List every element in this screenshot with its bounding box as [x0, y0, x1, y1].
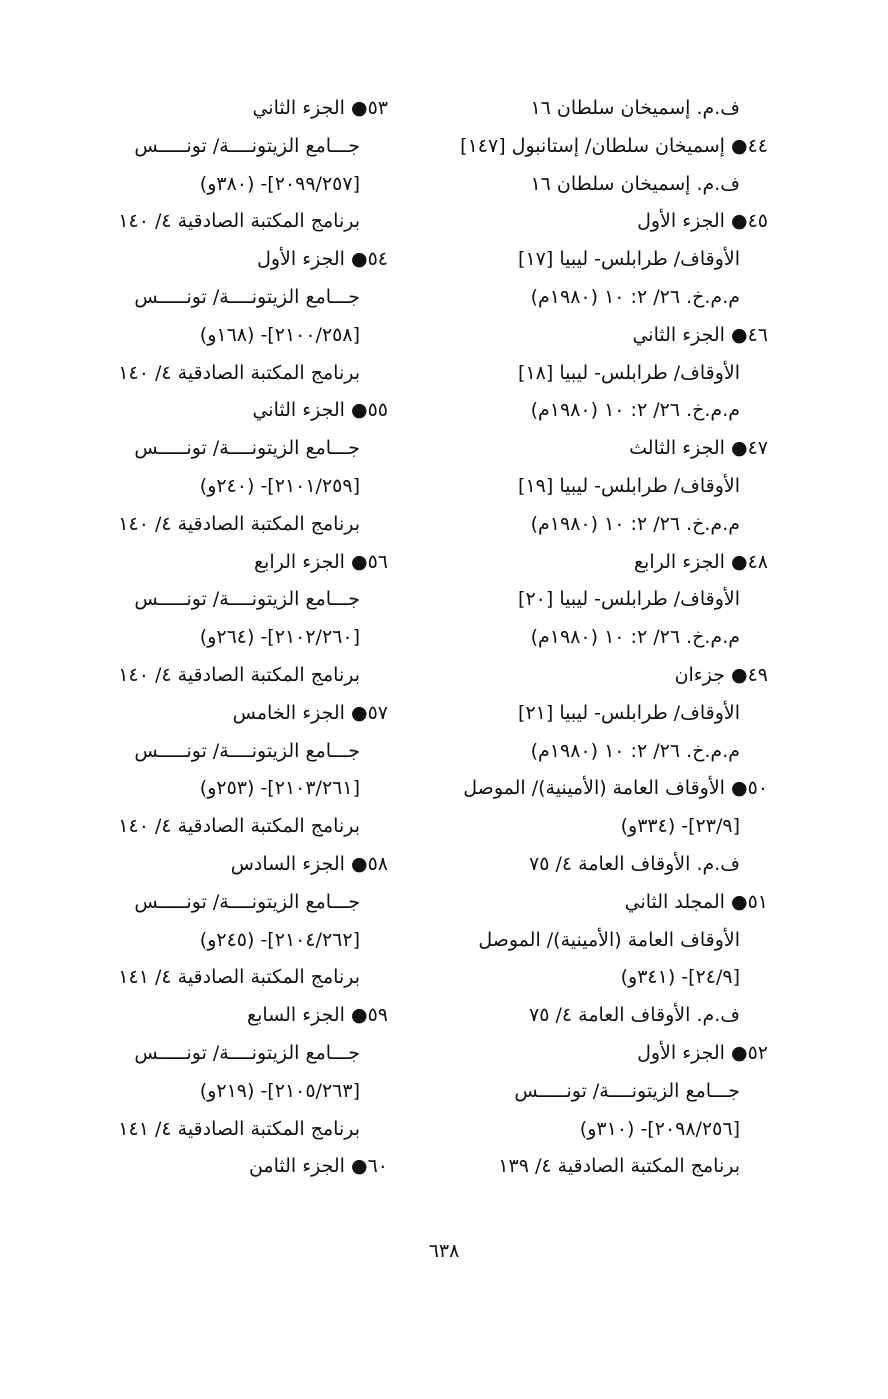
entry-line: م.م.خ. ٢٦/ ٢: ١٠ (١٩٨٠م) — [530, 626, 740, 649]
entry-line: [٢٤/٩]- (٣٤١و) — [620, 966, 740, 989]
entry-line: جـــامع الزيتونــــة/ تونـــــس — [134, 134, 360, 157]
right-column — [418, 90, 768, 1186]
entry-line: جـــامع الزيتونــــة/ تونـــــس — [134, 890, 360, 913]
entry-line: جـــامع الزيتونــــة/ تونـــــس — [514, 1079, 740, 1102]
entry-heading: ٥٩● الجزء السابع — [246, 1004, 388, 1027]
entry-heading: ٥٠● الأوقاف العامة (الأمينية)/ الموصل — [463, 777, 768, 800]
entry-line: برنامج المكتبة الصادقية ٤/ ١٤٠ — [118, 663, 360, 686]
entry-line: الأوقاف/ طرابلس- ليبيا [٢١] — [518, 701, 740, 724]
entry-line: الأوقاف/ طرابلس- ليبيا [١٨] — [518, 361, 740, 384]
entry-line: برنامج المكتبة الصادقية ٤/ ١٤٠ — [118, 512, 360, 535]
entry-line: [٢١٠٤/٢٦٢]- (٢٤٥و) — [199, 928, 360, 951]
entry-line: ف.م. إسميخان سلطان ١٦ — [530, 172, 740, 195]
entry-line: [٢١٠٠/٢٥٨]- (١٦٨و) — [199, 323, 360, 346]
entry-heading: ٥٨● الجزء السادس — [230, 852, 388, 875]
entry-line: الأوقاف/ طرابلس- ليبيا [١٧] — [518, 248, 740, 271]
entry-line: برنامج المكتبة الصادقية ٤/ ١٤٠ — [118, 815, 360, 838]
entry-line: م.م.خ. ٢٦/ ٢: ١٠ (١٩٨٠م) — [530, 512, 740, 535]
entry-line: الأوقاف العامة (الأمينية)/ الموصل — [478, 928, 740, 951]
entry-line: م.م.خ. ٢٦/ ٢: ١٠ (١٩٨٠م) — [530, 285, 740, 308]
entry-line: ف.م. الأوقاف العامة ٤/ ٧٥ — [529, 1004, 740, 1027]
entry-line: برنامج المكتبة الصادقية ٤/ ١٤١ — [118, 1117, 360, 1140]
entry-heading: ٥٦● الجزء الرابع — [253, 550, 388, 573]
entry-heading: ٥١● المجلد الثاني — [624, 890, 768, 913]
entry-line: م.م.خ. ٢٦/ ٢: ١٠ (١٩٨٠م) — [530, 399, 740, 422]
left-column — [38, 90, 388, 1186]
entry-line: برنامج المكتبة الصادقية ٤/ ١٣٩ — [498, 1155, 740, 1178]
entry-heading: ٤٩● جزءان — [674, 663, 768, 686]
page-number: ٦٣٨ — [428, 1240, 460, 1262]
entry-line: الأوقاف/ طرابلس- ليبيا [١٩] — [518, 474, 740, 497]
entry-heading: ٥٤● الجزء الأول — [257, 248, 388, 271]
entry-heading: ٦٠● الجزء الثامن — [248, 1155, 388, 1178]
entry-line: ف.م. إسميخان سلطان ١٦ — [530, 97, 740, 119]
entry-line: [٢٣/٩]- (٣٣٤و) — [620, 815, 740, 838]
entry-line: برنامج المكتبة الصادقية ٤/ ١٤٠ — [118, 210, 360, 233]
entry-heading: ٤٦● الجزء الثاني — [632, 323, 768, 346]
entry-line: برنامج المكتبة الصادقية ٤/ ١٤١ — [118, 966, 360, 989]
entry-line: برنامج المكتبة الصادقية ٤/ ١٤٠ — [118, 361, 360, 384]
entry-line: الأوقاف/ طرابلس- ليبيا [٢٠] — [518, 588, 740, 611]
entry-line: [٢١٠٣/٢٦١]- (٢٥٣و) — [199, 777, 360, 800]
entry-heading: ٤٧● الجزء الثالث — [629, 437, 768, 460]
entry-heading: ٥٣● الجزء الثاني — [252, 97, 388, 119]
entry-heading: ٤٥● الجزء الأول — [637, 210, 768, 233]
entry-line: جـــامع الزيتونــــة/ تونـــــس — [134, 739, 360, 762]
entry-heading: ٥٧● الجزء الخامس — [232, 701, 388, 724]
entry-line: [٢١٠٥/٢٦٣]- (٢١٩و) — [199, 1079, 360, 1102]
entry-line: [٢٠٩٨/٢٥٦]- (٣١٠و) — [579, 1117, 740, 1140]
entry-line: م.م.خ. ٢٦/ ٢: ١٠ (١٩٨٠م) — [530, 739, 740, 762]
entry-heading: ٥٥● الجزء الثاني — [252, 399, 388, 422]
entry-line: جـــامع الزيتونــــة/ تونـــــس — [134, 588, 360, 611]
entry-line: جـــامع الزيتونــــة/ تونـــــس — [134, 285, 360, 308]
entry-line: ف.م. الأوقاف العامة ٤/ ٧٥ — [529, 852, 740, 875]
entry-line: [٢١٠٢/٢٦٠]- (٢٦٤و) — [199, 626, 360, 649]
entry-line: [٢١٠١/٢٥٩]- (٢٤٠و) — [199, 474, 360, 497]
entry-line: جـــامع الزيتونــــة/ تونـــــس — [134, 1041, 360, 1064]
entry-heading: ٤٤● إسميخان سلطان/ إستانبول [١٤٧] — [460, 134, 768, 157]
entry-heading: ٤٨● الجزء الرابع — [633, 550, 768, 573]
entry-heading: ٥٢● الجزء الأول — [637, 1041, 768, 1064]
entry-line: جـــامع الزيتونــــة/ تونـــــس — [134, 437, 360, 460]
entry-line: [٢٠٩٩/٢٥٧]- (٣٨٠و) — [199, 172, 360, 195]
